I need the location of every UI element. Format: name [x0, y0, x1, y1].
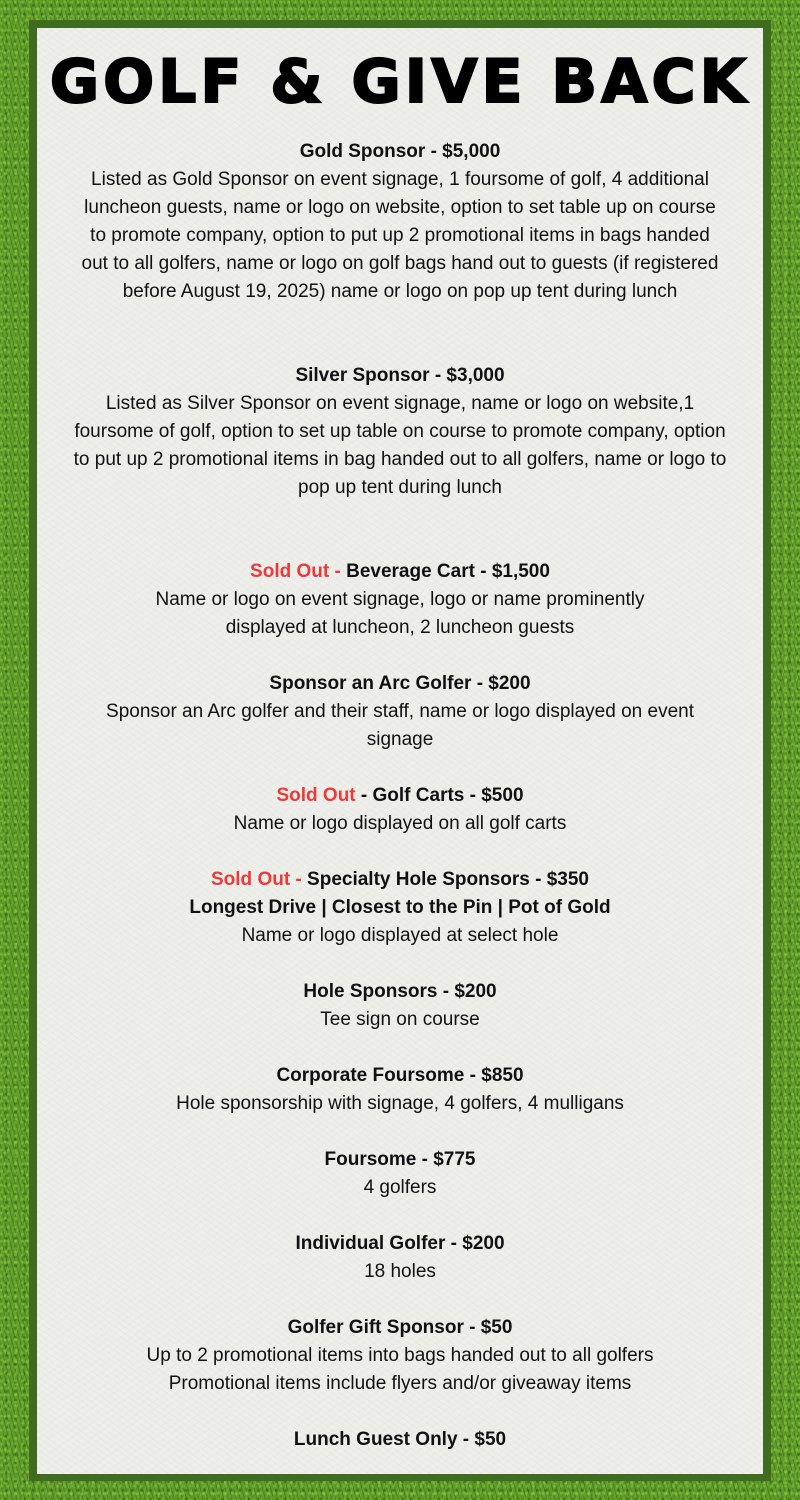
section-description: Listed as Silver Sponsor on event signage, name or logo on website,1 foursome of golf, option to set up table on course to promote company, option to put up 2 promotional items in bag handed out to all golfers, name or logo to pop up tent during lunch	[73, 393, 727, 498]
beverage-cart-section	[37, 558, 763, 642]
section-description: Hole sponsorship with signage, 4 golfers, 4 mulligans	[176, 1093, 624, 1114]
section-description: Name or logo displayed on all golf carts	[233, 813, 567, 834]
section-heading: Golfer Gift Sponsor - $50	[287, 1317, 513, 1338]
section-description: Tee sign on course	[320, 1009, 480, 1030]
sold-out-label: Sold Out	[276, 785, 356, 806]
golfer-gift-section	[37, 1314, 763, 1398]
section-heading: Foursome - $775	[324, 1149, 476, 1170]
foursome-section	[37, 1146, 763, 1202]
section-description-2: Promotional items include flyers and/or giveaway items	[168, 1373, 632, 1394]
section-description: Name or logo displayed at select hole	[241, 925, 559, 946]
section-heading: Lunch Guest Only - $50	[293, 1429, 507, 1450]
arc-golfer-section	[37, 670, 763, 754]
individual-golfer-section	[37, 1230, 763, 1286]
corporate-foursome-section	[37, 1062, 763, 1118]
section-description: Listed as Gold Sponsor on event signage, 1 foursome of golf, 4 additional luncheon guests, name or logo on website, option to set table up on course to promote company, option to put up 2 promotional items in bags handed out to all golfers, name or logo on golf bags hand out to guests (if registered before August 19, 2025) name or logo on pop up tent during lunch	[81, 169, 719, 302]
sold-out-label: Sold Out -	[211, 869, 308, 890]
section-description: Name or logo on event signage, logo or name prominently displayed at luncheon, 2 luncheon guests	[155, 589, 645, 638]
section-heading: Corporate Foursome - $850	[276, 1065, 524, 1086]
lunch-guest-section	[37, 1426, 763, 1454]
section-heading: Hole Sponsors - $200	[303, 981, 497, 1002]
section-heading: Silver Sponsor - $3,000	[295, 365, 505, 386]
section-subheading: Longest Drive | Closest to the Pin | Pot of Gold	[189, 897, 611, 918]
section-heading: Gold Sponsor - $5,000	[299, 141, 501, 162]
silver-sponsor-section	[37, 362, 763, 502]
specialty-hole-section	[37, 866, 763, 950]
section-heading: Sold Out - Specialty Hole Sponsors - $350	[211, 869, 589, 890]
page-title: GOLF & GIVE BACK	[49, 47, 751, 117]
golf-carts-section	[37, 782, 763, 838]
section-description: Sponsor an Arc golfer and their staff, name or logo displayed on event signage	[106, 701, 694, 750]
section-heading: Sponsor an Arc Golfer - $200	[269, 673, 531, 694]
hole-sponsors-section	[37, 978, 763, 1034]
section-heading: Individual Golfer - $200	[295, 1233, 505, 1254]
section-heading: Sold Out - Beverage Cart - $1,500	[250, 561, 550, 582]
sold-out-label: Sold Out -	[250, 561, 347, 582]
gold-sponsor-section	[37, 138, 763, 306]
section-description: 18 holes	[364, 1261, 436, 1282]
section-heading: Sold Out - Golf Carts - $500	[276, 785, 524, 806]
flyer-card	[37, 28, 763, 1474]
section-description: Up to 2 promotional items into bags handed out to all golfers	[146, 1345, 654, 1366]
section-description: 4 golfers	[363, 1177, 437, 1198]
